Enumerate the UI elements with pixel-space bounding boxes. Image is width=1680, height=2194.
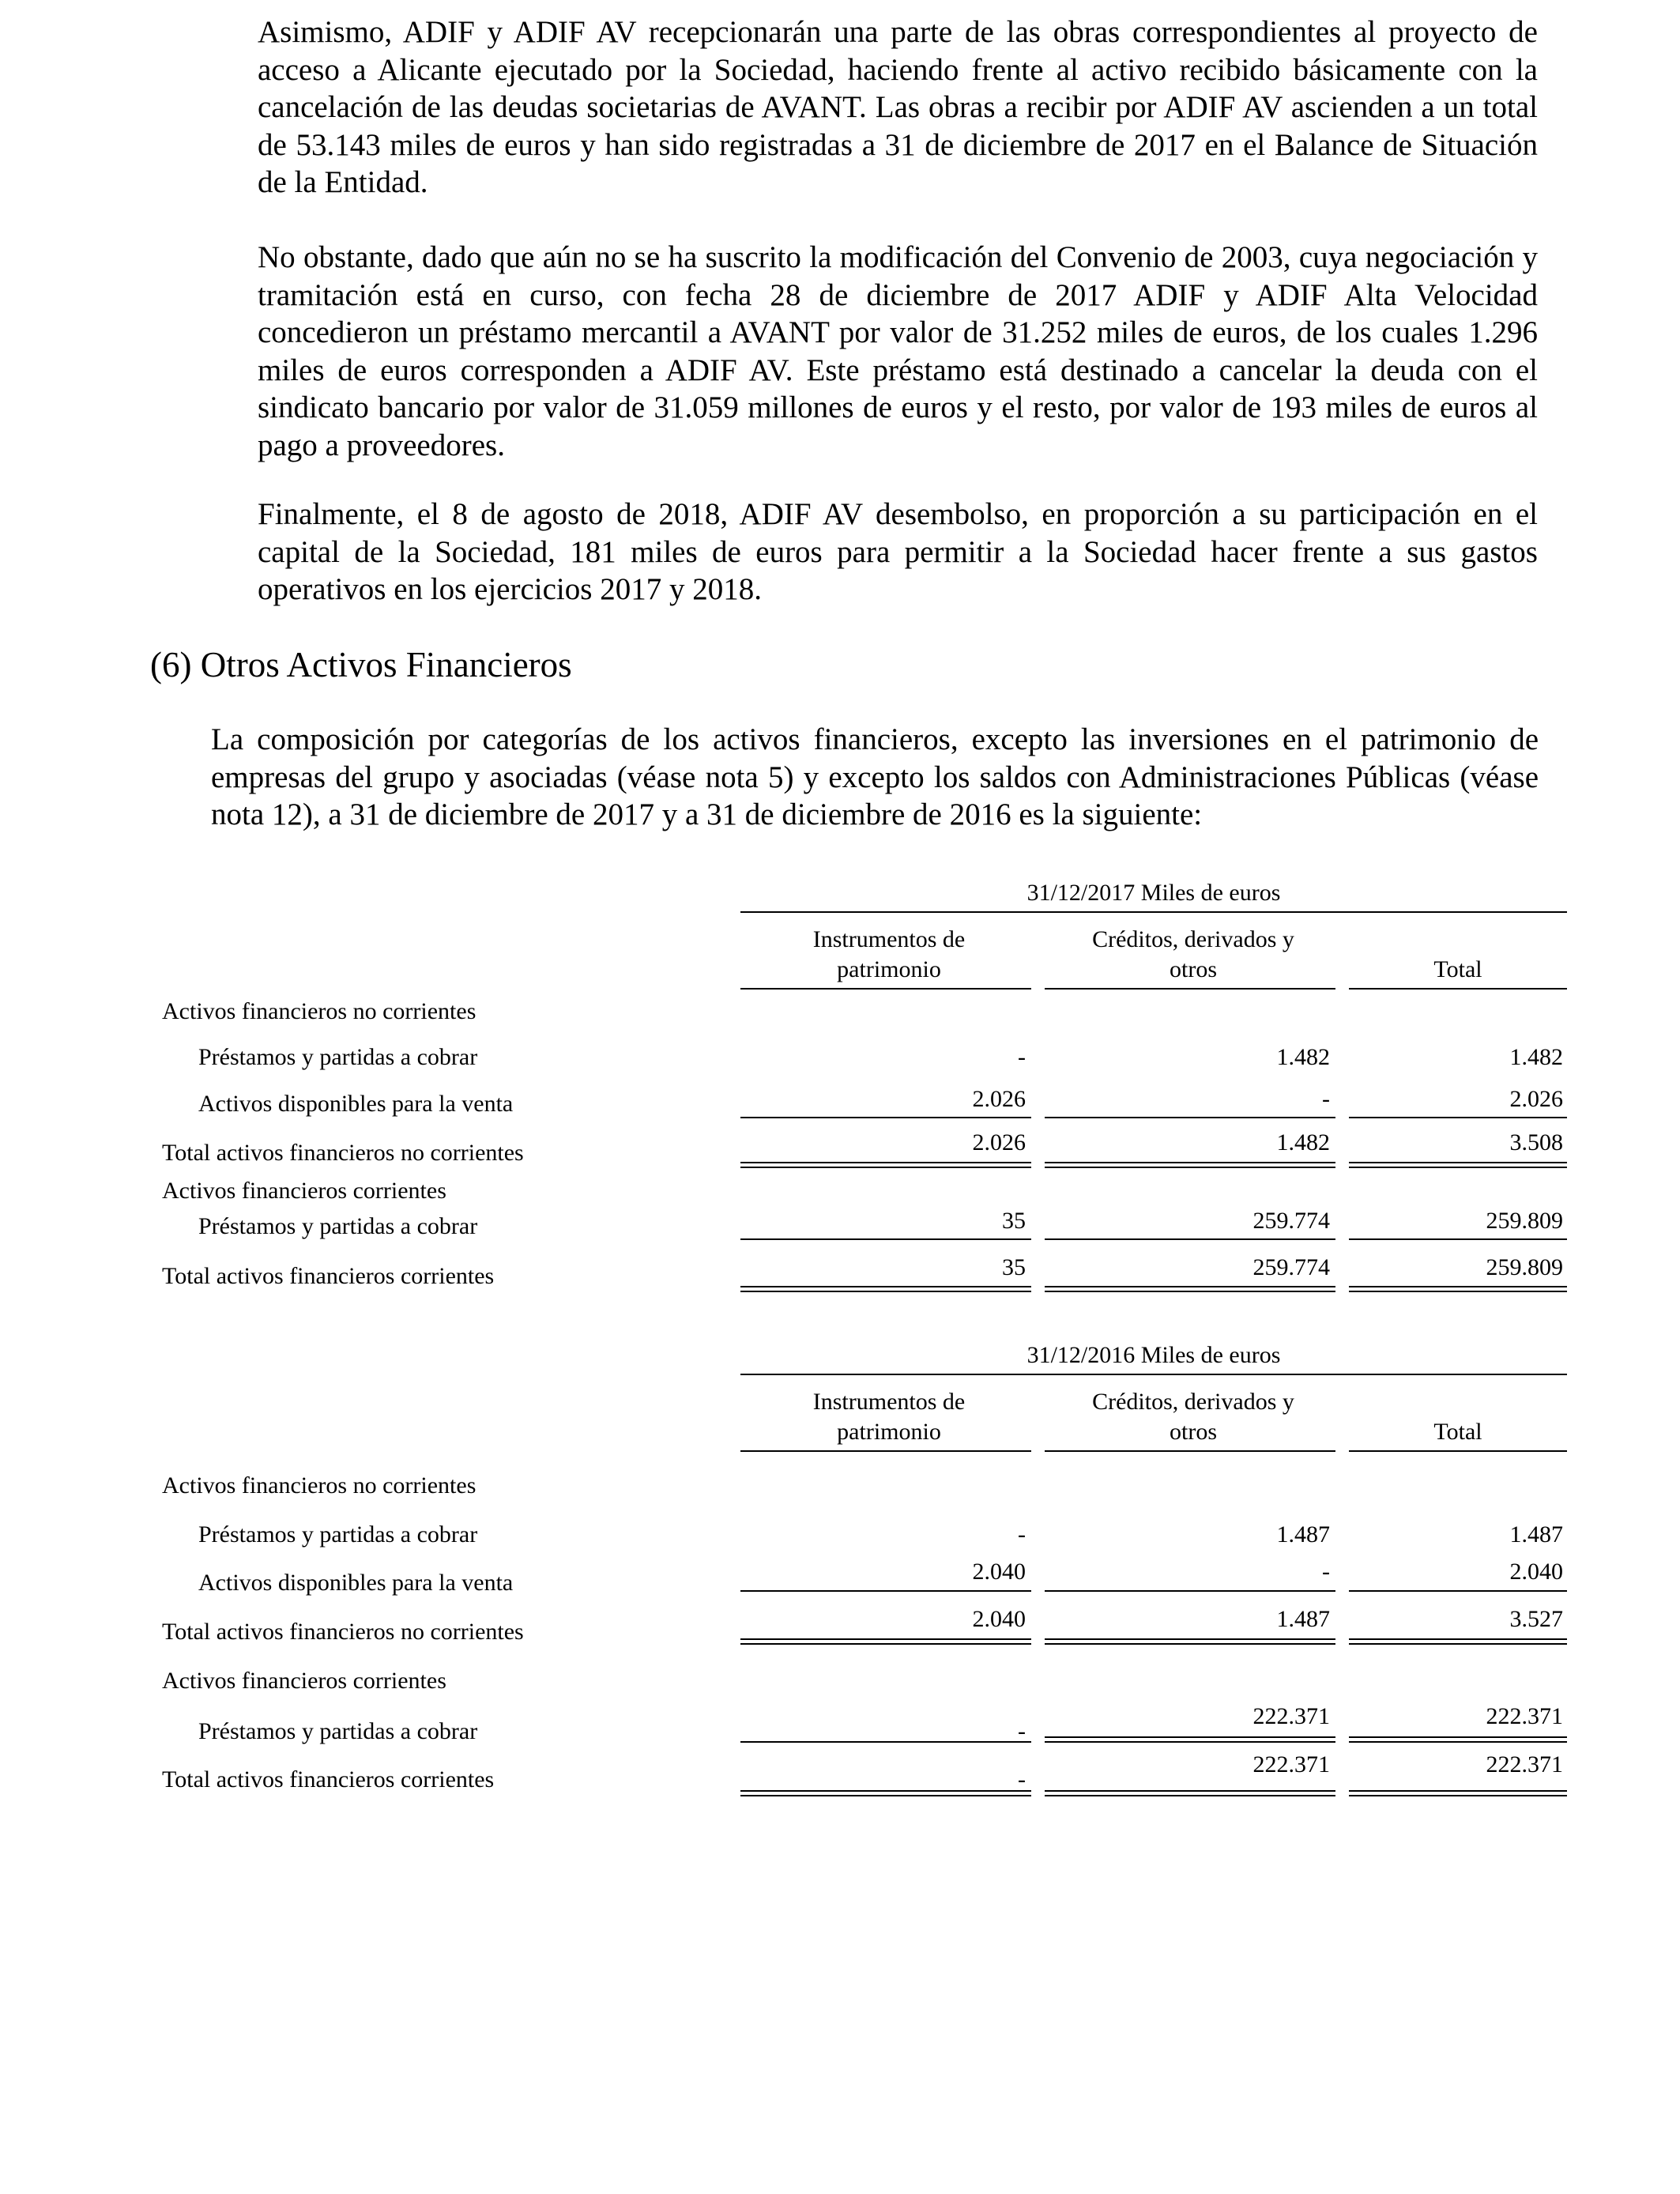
header-rule [740,988,1031,990]
cell-total: 2.026 [1509,1086,1563,1112]
row-label: Préstamos y partidas a cobrar [198,1718,478,1744]
header-rule [1045,1450,1335,1452]
caption-rule [740,911,1567,913]
col-header-line: Instrumentos de [812,1389,966,1415]
header-rule [1349,988,1567,990]
cell-instrumentos: - [1018,1766,1026,1793]
cell-total: 1.487 [1509,1521,1563,1547]
cell-creditos: 222.371 [1252,1751,1330,1777]
cell-instrumentos: 2.040 [972,1606,1026,1632]
cell-instrumentos: 2.026 [972,1086,1026,1112]
cell-total: 222.371 [1486,1703,1563,1729]
subtotal-rule [740,1238,1031,1240]
col-header-line: patrimonio [837,956,941,982]
cell-instrumentos: - [1018,1521,1026,1547]
col-header-line: Instrumentos de [812,926,966,952]
cell-instrumentos: - [1018,1044,1026,1070]
subtotal-rule [740,1117,1031,1118]
header-rule [740,1450,1031,1452]
cell-creditos: 1.487 [1276,1606,1330,1632]
cell-total: 259.809 [1486,1208,1563,1234]
row-label: Préstamos y partidas a cobrar [198,1213,478,1239]
row-label: Activos financieros no corrientes [162,1472,477,1498]
cell-instrumentos: 35 [1002,1254,1026,1280]
table-caption: 31/12/2017 Miles de euros [1026,880,1281,906]
cell-total: 3.508 [1509,1129,1563,1155]
cell-instrumentos: 35 [1002,1208,1026,1234]
row-label: Activos disponibles para la venta [198,1091,514,1117]
subtotal-rule [1045,1590,1335,1592]
col-header-line: Créditos, derivados y [1092,1389,1294,1415]
paragraph-desembolso: Finalmente, el 8 de agosto de 2018, ADIF AV desembolso, en proporción a su participación en el capital de la Sociedad, 181 miles de euros para permitir a la Sociedad hacer frente a sus gastos operativos en los ejercicios 2017 y 2018. [258,497,1538,607]
total-double-rule [740,1162,1031,1168]
total-double-rule [740,1638,1031,1645]
row-label: Total activos financieros corrientes [162,1263,495,1289]
cell-creditos: - [1322,1086,1330,1112]
col-header-line: otros [1170,1419,1217,1445]
subtotal-rule [740,1590,1031,1592]
subtotal-rule [740,1741,1031,1743]
header-rule [1349,1450,1567,1452]
section-intro: La composición por categorías de los activos financieros, excepto las inversiones en el patrimonio de empresas del grupo y asociadas (véase nota 5) y excepto los saldos con Administraciones Públicas (véase nota 12), a 31 de diciembre de 2017 y a 31 de diciembre de 2016 es la siguiente: [211,722,1539,832]
cell-instrumentos: 2.040 [972,1559,1026,1585]
row-label: Activos financieros corrientes [162,1178,446,1204]
row-label: Activos disponibles para la venta [198,1570,514,1596]
row-label: Total activos financieros no corrientes [162,1619,524,1645]
subtotal-rule [1045,1117,1335,1118]
total-double-rule [1349,1286,1567,1292]
col-header-creditos [1047,925,1339,985]
table-caption: 31/12/2016 Miles de euros [1026,1342,1281,1368]
row-label: Total activos financieros no corrientes [162,1140,524,1166]
row-label: Total activos financieros corrientes [162,1766,495,1793]
cell-instrumentos: - [1018,1718,1026,1744]
total-double-rule [1045,1790,1335,1796]
subtotal-rule [1349,1117,1567,1118]
cell-creditos: 222.371 [1252,1703,1330,1729]
col-header-line: Créditos, derivados y [1092,926,1294,952]
cell-creditos: 259.774 [1252,1254,1330,1280]
cell-instrumentos: 2.026 [972,1129,1026,1155]
col-header-total: Total [1433,956,1482,982]
cell-total: 1.482 [1509,1044,1563,1070]
total-double-rule [740,1790,1031,1796]
row-label: Préstamos y partidas a cobrar [198,1044,478,1070]
cell-total: 222.371 [1486,1751,1563,1777]
cell-creditos: - [1322,1559,1330,1585]
total-double-rule [1045,1286,1335,1292]
total-double-rule [1349,1162,1567,1168]
col-header-instrumentos [743,925,1035,985]
total-double-rule [740,1286,1031,1292]
paragraph-prestamo-mercantil: No obstante, dado que aún no se ha suscrito la modificación del Convenio de 2003, cuya negociación y tramitación está en curso, con fecha 28 de diciembre de 2017 ADIF y ADIF Alta Velocidad concedieron un préstamo mercantil a AVANT por valor de 31.252 miles de euros, de los cuales 1.296 miles de euros corresponden a ADIF AV. Este préstamo está destinado a cancelar la deuda con el sindicato bancario por valor de 31.059 millones de euros y el resto, por valor de 193 miles de euros al pago a proveedores. [258,240,1538,462]
caption-rule [740,1374,1567,1375]
section-heading: (6) Otros Activos Financieros [150,645,572,684]
cell-creditos: 1.487 [1276,1521,1330,1547]
row-label: Préstamos y partidas a cobrar [198,1521,478,1547]
paragraph-obras-alicante: Asimismo, ADIF y ADIF AV recepcionarán una parte de las obras correspondientes al proyecto de acceso a Alicante ejecutado por la Sociedad, haciendo frente al activo recibido básicamente con la cancelación de las deudas societarias de AVANT. Las obras a recibir por ADIF AV ascienden a un total de 53.143 miles de euros y han sido registradas a 31 de diciembre de 2017 en el Balance de Situación de la Entidad. [258,15,1538,200]
subtotal-rule [1045,1238,1335,1240]
total-double-rule [1045,1162,1335,1168]
subtotal-double-rule [1045,1736,1335,1743]
cell-total: 259.809 [1486,1254,1563,1280]
row-label: Activos financieros corrientes [162,1668,446,1694]
cell-creditos: 259.774 [1252,1208,1330,1234]
total-double-rule [1349,1790,1567,1796]
cell-total: 3.527 [1509,1606,1563,1632]
subtotal-double-rule [1349,1736,1567,1743]
col-header-creditos [1047,1387,1339,1447]
total-double-rule [1349,1638,1567,1645]
col-header-instrumentos [743,1387,1035,1447]
total-double-rule [1045,1638,1335,1645]
col-header-line: otros [1170,956,1217,982]
subtotal-rule [1349,1590,1567,1592]
cell-creditos: 1.482 [1276,1129,1330,1155]
cell-total: 2.040 [1509,1559,1563,1585]
subtotal-rule [1349,1238,1567,1240]
cell-creditos: 1.482 [1276,1044,1330,1070]
header-rule [1045,988,1335,990]
row-label: Activos financieros no corrientes [162,998,477,1024]
col-header-line: patrimonio [837,1419,941,1445]
col-header-total: Total [1433,1419,1482,1445]
